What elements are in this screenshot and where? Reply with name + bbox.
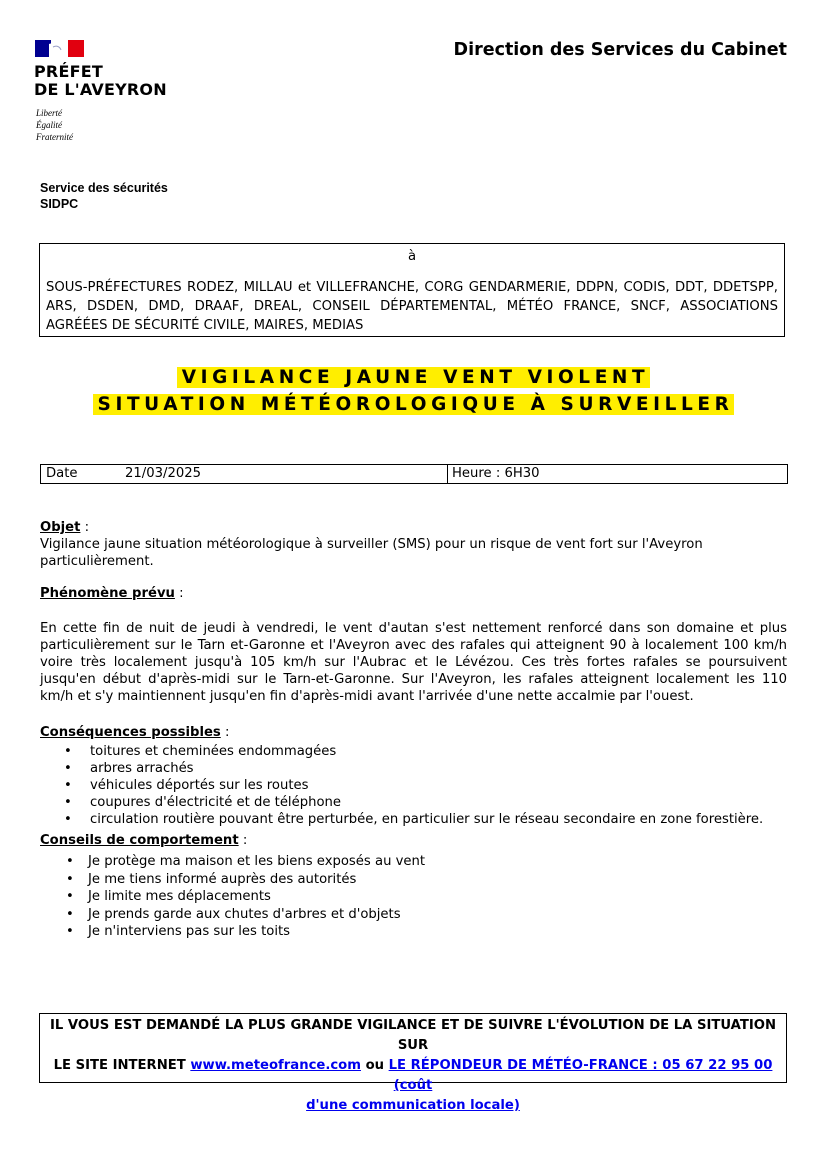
consequence-text: véhicules déportés sur les routes (90, 778, 309, 793)
meteo-phone-link-cont[interactable]: d'une communication locale) (306, 1098, 520, 1113)
prefecture-name-line1: PRÉFET (34, 62, 103, 81)
list-item (40, 906, 425, 924)
alert-title (0, 367, 827, 388)
bullet-icon: • (66, 854, 74, 869)
alert-line2 (40, 1056, 786, 1096)
phenomene-heading-row (40, 585, 184, 602)
service-name: Service des sécurités (40, 181, 168, 195)
alert-connector: ou (360, 1058, 389, 1073)
recipients-box (39, 243, 785, 337)
list-item (40, 888, 425, 906)
department-title: Direction des Services du Cabinet (453, 40, 787, 60)
conseils-heading-row (40, 832, 247, 849)
alert-line1: IL VOUS EST DEMANDÉ LA PLUS GRANDE VIGILANCE ET DE SUIVRE L'ÉVOLUTION DE LA SITUATION SUR (50, 1018, 776, 1053)
list-item (40, 794, 763, 811)
conseils-suffix: : (238, 833, 248, 848)
marianne-logo-icon (35, 40, 84, 57)
date-value: 21/03/2025 (125, 466, 202, 481)
time-value: Heure : 6H30 (452, 466, 540, 481)
list-item (40, 811, 763, 828)
recipients-list: SOUS-PRÉFECTURES RODEZ, MILLAU et VILLEFRANCHE, CORG GENDARMERIE, DDPN, CODIS, DDT, DDETSPP, ARS, DSDEN, DMD, DRAAF, DREAL, CONSEIL DÉPARTEMENTAL, MÉTÉO FRANCE, SNCF, ASSOCIATIONS AGRÉÉES DE SÉCURITÉ CIVILE, MAIRES, MEDIAS (46, 280, 778, 333)
phenomene-text: En cette fin de nuit de jeudi à vendredi, le vent d'autan s'est nettement renforcé dans son domaine et plus particulièrement sur le Tarn et-Garonne et l'Aveyron avec des rafales qui atteignent 90 à localement 100 km/h voire très localement jusqu'à 105 km/h sur l'Aubrac et le Lévézou. Ces très fortes rafales se poursuivent jusqu'en début d'après-midi sur le Tarn-et-Garonne. Sur l'Aveyron, les rafales atteignent localement les 110 km/h et s'y maintiennent jusqu'en fin d'après-midi avant l'arrivée d'une nette accalmie par l'ouest. (40, 621, 787, 704)
conseil-text: Je prends garde aux chutes d'arbres et d'objets (88, 906, 401, 922)
objet-text: Vigilance jaune situation météorologique à surveiller (SMS) pour un risque de vent fort sur l'Aveyron particulièrement. (40, 537, 703, 569)
motto-egalite: Égalité (36, 120, 62, 130)
bullet-icon: • (66, 906, 74, 922)
service-block (40, 180, 168, 212)
list-item (40, 777, 763, 794)
date-table (40, 464, 788, 484)
consequence-text: coupures d'électricité et de téléphone (90, 795, 341, 810)
consequence-text: toitures et cheminées endommagées (90, 744, 337, 759)
bullet-icon: • (66, 871, 74, 887)
service-code: SIDPC (40, 197, 79, 211)
alert-title-line1: VIGILANCE JAUNE VENT VIOLENT (177, 367, 650, 388)
conseil-text: Je me tiens informé auprès des autorités (88, 871, 357, 887)
alert-line2-prefix: LE SITE INTERNET (53, 1058, 191, 1073)
recipients-to-label: à (407, 249, 417, 264)
bullet-icon: • (64, 812, 72, 827)
bullet-icon: • (66, 889, 74, 904)
motto-liberte: Liberté (36, 108, 62, 118)
bullet-icon: • (64, 795, 72, 810)
phenomene-heading: Phénomène prévu (40, 586, 175, 601)
conseils-list (40, 853, 425, 941)
objet-suffix: : (80, 520, 90, 535)
republic-motto (36, 107, 73, 143)
conseil-text: Je limite mes déplacements (88, 889, 271, 904)
prefecture-name (34, 63, 167, 99)
consequences-heading-row (40, 724, 229, 741)
motto-fraternite: Fraternité (36, 132, 73, 142)
list-item (40, 871, 425, 889)
table-divider (447, 465, 448, 483)
list-item (40, 923, 425, 941)
list-item (40, 743, 763, 760)
bullet-icon: • (64, 761, 72, 776)
conseil-text: Je protège ma maison et les biens exposés au vent (88, 854, 426, 869)
objet-heading-row (40, 519, 89, 536)
alert-subtitle (0, 394, 827, 415)
consequence-text: circulation routière pouvant être perturbée, en particulier sur le réseau secondaire en zone forestière. (90, 812, 764, 827)
list-item (40, 760, 763, 777)
conseil-text: Je n'interviens pas sur les toits (88, 924, 291, 939)
consequences-list (40, 743, 763, 828)
alert-line3 (40, 1096, 786, 1116)
consequences-suffix: : (220, 725, 230, 740)
consequences-heading: Conséquences possibles (40, 725, 221, 740)
alert-box (39, 1013, 787, 1113)
conseils-heading: Conseils de comportement (40, 833, 239, 848)
bullet-icon: • (66, 924, 74, 939)
date-label: Date (46, 466, 78, 481)
consequence-text: arbres arrachés (90, 761, 194, 776)
objet-heading: Objet (40, 520, 81, 535)
alert-title-line2: SITUATION MÉTÉOROLOGIQUE À SURVEILLER (93, 394, 735, 415)
meteo-phone-link[interactable]: LE RÉPONDEUR DE MÉTÉO-FRANCE : 05 67 22 95 00 (coût (388, 1058, 773, 1093)
list-item (40, 853, 425, 871)
bullet-icon: • (64, 778, 72, 793)
bullet-icon: • (64, 744, 72, 759)
phenomene-suffix: : (174, 586, 184, 601)
prefecture-name-line2: DE L'AVEYRON (34, 80, 167, 99)
meteofrance-link[interactable]: www.meteofrance.com (190, 1058, 361, 1073)
